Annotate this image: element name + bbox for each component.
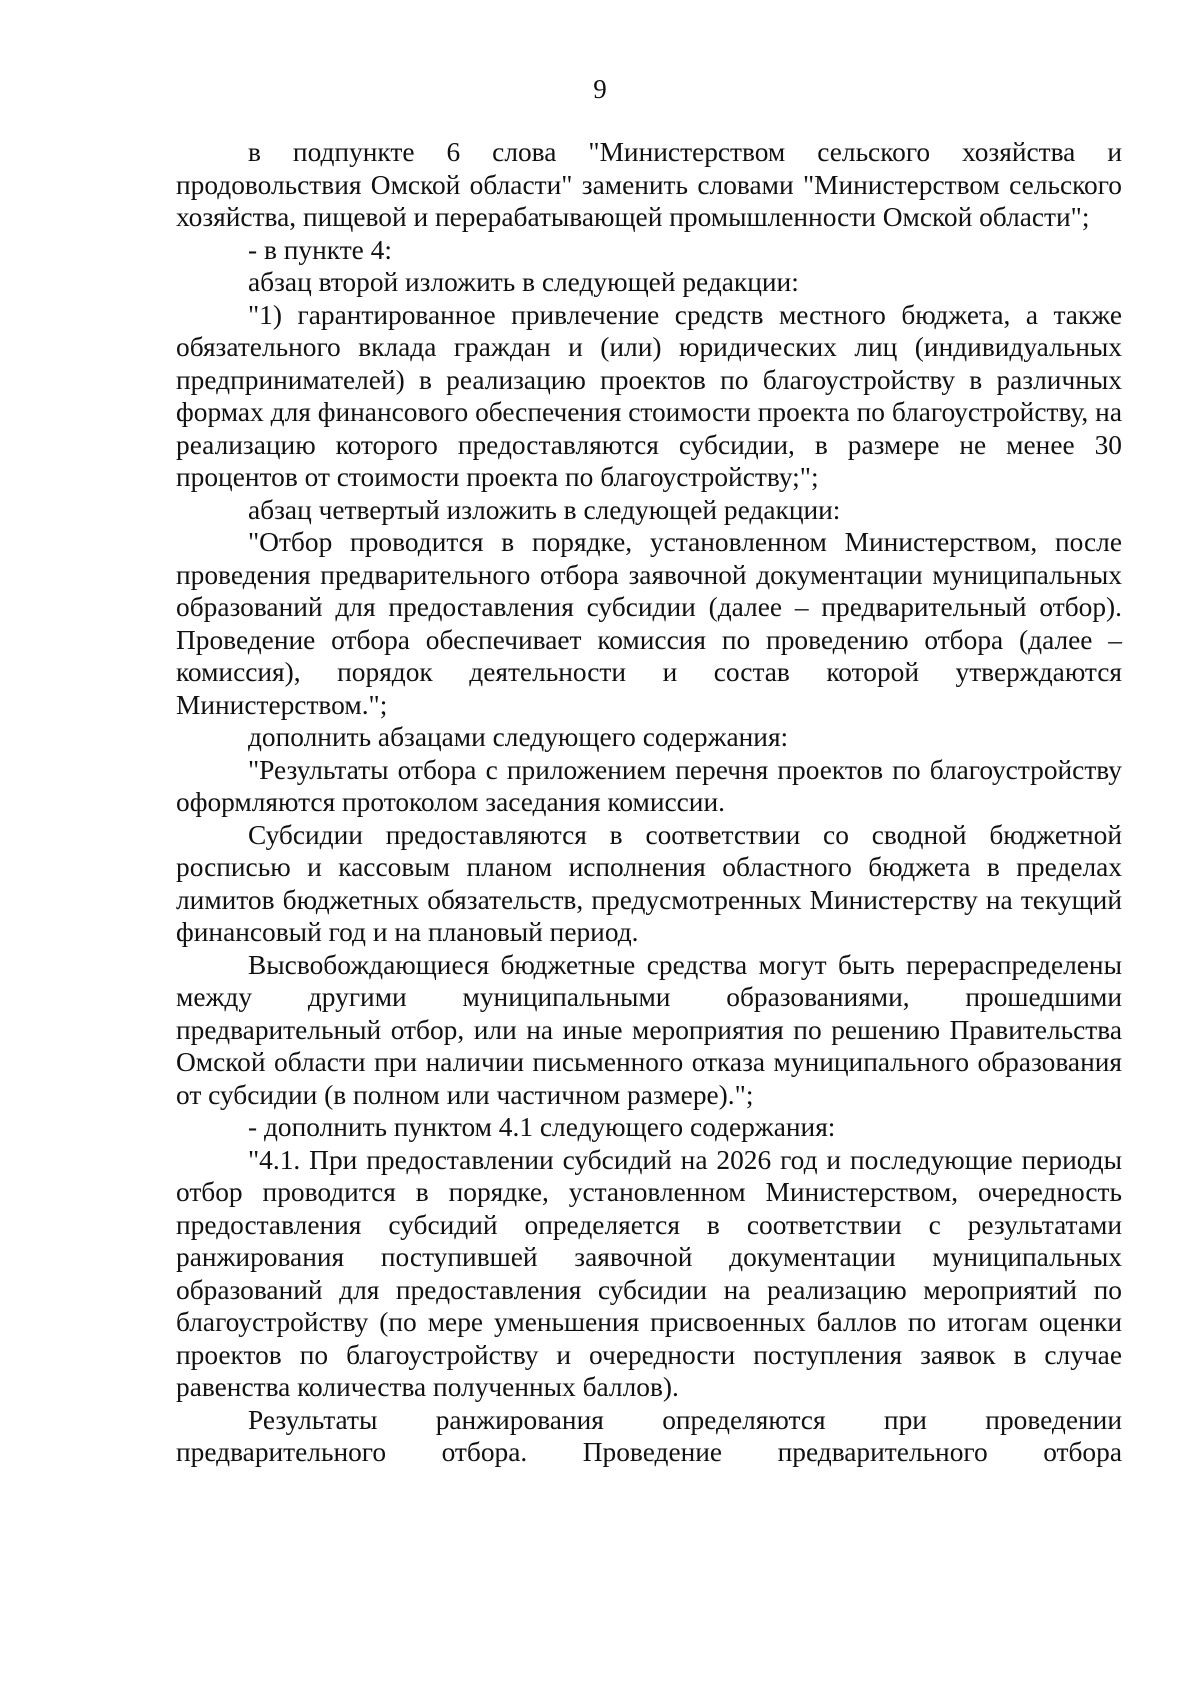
paragraph: Субсидии предоставляются в соответствии со сводной бюджетной росписью и кассовым планом исполнения областного бюджета в пределах лимитов бюджетных обязательств, предусмотренных Министерству на текущий финансовый год и на плановый период. (176, 819, 1122, 947)
paragraph: "4.1. При предоставлении субсидий на 2026 год и последующие периоды отбор проводится в порядке, установленном Министерством, очередность предоставления субсидий определяется в соответствии с результатами ранжирования поступившей заявочной документации муниципальных образований для предоставления субсидии на реализацию мероприятий по благоустройству (по мере уменьшения присвоенных баллов по итогам оценки проектов по благоустройству и очередности поступления заявок в случае равенства количества полученных баллов). (176, 1144, 1122, 1402)
paragraph: Высвобождающиеся бюджетные средства могут быть перераспределены между другими муниципальными образованиями, прошедшими предварительный отбор, или на иные мероприятия по решению Правительства Омской области при наличии письменного отказа муниципального образования от субсидии (в полном или частичном размере)."; (176, 949, 1122, 1110)
paragraph: "1) гарантированное привлечение средств местного бюджета, а также обязательного вклада граждан и (или) юридических лиц (индивидуальных предпринимателей) в реализацию проектов по благоустройству в различных формах для финансового обеспечения стоимости проекта по благоустройству, на реализацию которого предоставляются субсидии, в размере не менее 30 процентов от стоимости проекта по благоустройству;"; (176, 299, 1122, 492)
paragraph: абзац четвертый изложить в следующей редакции: (248, 494, 841, 525)
document-body (176, 136, 1122, 1469)
paragraph: - в пункте 4: (248, 234, 392, 265)
paragraph: "Результаты отбора с приложением перечня проектов по благоустройству оформляются протоколом заседания комиссии. (176, 754, 1122, 817)
paragraph: "Отбор проводится в порядке, установленном Министерством, после проведения предварительного отбора заявочной документации муниципальных образований для предоставления субсидии (далее – предварительный отбор). Проведение отбора обеспечивает комиссия по проведению отбора (далее – комиссия), порядок деятельности и состав которой утверждаются Министерством."; (176, 527, 1122, 720)
page-number: 9 (593, 74, 607, 104)
paragraph: Результаты ранжирования определяются при проведении предварительного отбора. Проведение предварительного отбора (176, 1404, 1122, 1467)
paragraph: дополнить абзацами следующего содержания: (248, 722, 789, 752)
paragraph: в подпункте 6 слова "Министерством сельского хозяйства и продовольствия Омской области" заменить словами "Министерством сельского хозяйства, пищевой и перерабатывающей промышленности Омской области"; (176, 137, 1122, 232)
paragraph: - дополнить пунктом 4.1 следующего содержания: (248, 1112, 836, 1142)
paragraph: абзац второй изложить в следующей редакции: (248, 267, 799, 297)
